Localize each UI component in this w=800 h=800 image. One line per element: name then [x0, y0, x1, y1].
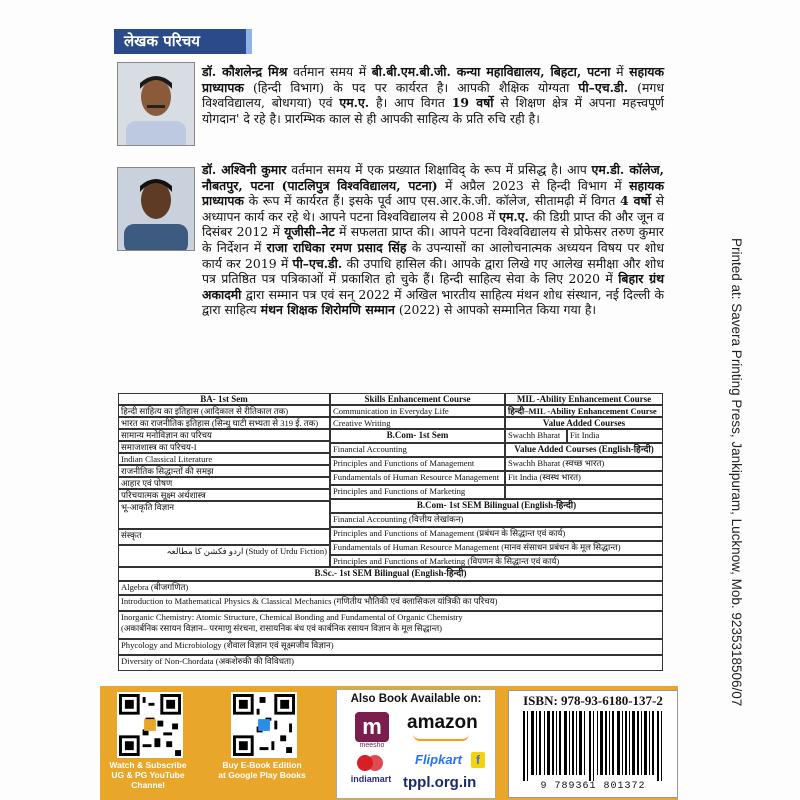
online-stores-panel [336, 689, 496, 799]
bcomb-item: Fundamentals of Human Resource Management (मानव संसाधन प्रबंधन के मूल सिद्धान्त) [330, 541, 663, 555]
bcom-item: Principles and Functions of Management [330, 457, 505, 471]
playbooks-qr-block[interactable] [218, 686, 318, 800]
ba-header: BA- 1st Sem [118, 393, 330, 405]
bcomb-item: Principles and Functions of Management (प्रबंधन के सिद्धान्त एवं कार्य) [330, 527, 663, 541]
mil-header: MIL -Ability Enhancement Course [505, 393, 663, 405]
sec-header: Skills Enhancement Course [330, 393, 505, 405]
vac2-item: Fit India (स्वस्थ भारत) [505, 471, 663, 485]
ba-item: समाजशास्त्र का परिचय-I [118, 441, 330, 453]
ba-item: राजनीतिक सिद्धान्तों की समझ [118, 465, 330, 477]
bcomb-item: Financial Accounting (वित्तीय लेखांकन) [330, 513, 663, 527]
vac2-header: Value Added Courses (English-हिन्दी) [505, 443, 663, 457]
author2-photo [117, 167, 195, 251]
vac-item: Swachh Bharat [505, 429, 567, 443]
playbooks-caption: Buy E-Book Edition at Google Play Books [218, 760, 306, 780]
vac-item: Fit India [567, 429, 663, 443]
tppl-link[interactable]: tppl.org.in [403, 774, 477, 791]
indiamart-icon[interactable] [355, 752, 385, 774]
sec-item: Communication in Everyday Life [330, 405, 505, 417]
ba-item: परिचयात्मक सूक्ष्म अर्थशास्त्र [118, 489, 330, 501]
stores-title: Also Book Available on: [350, 693, 482, 705]
author1-photo [117, 62, 195, 146]
amazon-logo[interactable]: amazon [407, 712, 478, 733]
indiamart-label: indiamart [350, 774, 392, 784]
youtube-qr-block[interactable] [104, 686, 204, 800]
bsc-item: Diversity of Non-Chordata (अकशेरुकी की विविधता) [118, 655, 663, 671]
bsc-item: Introduction to Mathematical Physics & Classical Mechanics (गणितीय भौतिकी एवं क्लासिकल यांत्रिकी का परिचय) [118, 595, 663, 611]
author2-bio-top: डॉ. अश्विनी कुमार वर्तमान समय में एक प्रख्यात शिक्षाविद् के रूप में प्रसिद्ध है। आप एम.डी. कॉलेज, नौबतपुर, पटना (पाटलिपुत्र विश्वविद्यालय, पटना) में अप्रैल 2023 से हिन्दी विभाग में सहायक प्राध्यापक के रूप में कार्यरत हैं। इसके पूर्व आप एस.आर.के.जी. कॉलेज, सीतामढ़ी में विगत 4 वर्षो से अध्यापन कार्य कर रहे थे। आपने पटना विश्वविद्यालय से 2008 में एम.ए. की डिग्री प्राप्त की और जून व दिसंबर 2012 में यूजीसी–नेट में सफलता प्राप्त की। आपने पटना विश्वविद्यालय से प्रोफेसर तरुण कुमार के निर्देशन में राजा राधिका रमण प्रसाद सिंह के उपन्यासों का आलोचनात्मक अध्ययन विषय पर शोध कार्य कर 2019 में पी–एच.डी. की उपाधि हासिल की। आपके द्वारा लिखे गए आलेख समीक्षा और शोध पत्र प्रतिष्ठित पत्र पत्रिकाओं में प्रकाशित हो चुके हैं। हिन्दी साहित्य सेवा के लिए 2020 में बिहार ग्रंथ अकादमी द्वारा सम्मान पत्र एवं सन् 2022 में अखिल भारतीय साहित्य मंथन शोध संस्थान, नई दिल्ली के द्वारा साहित्य मंथन शिक्षक शिरोमणि सम्मान (2022) से आपको सम्मानित किया गया है। [202, 162, 664, 318]
bcomb-header: B.Com- 1st SEM Bilingual (English-हिन्दी) [330, 499, 663, 513]
flipkart-logo[interactable]: Flipkart [415, 752, 462, 767]
ba-item: اردو فکشن کا مطالعہ (Study of Urdu Fiction) [118, 545, 330, 567]
mil-item: हिन्दी–MIL -Ability Enhancement Course [505, 405, 663, 417]
meesho-icon[interactable]: m [355, 712, 389, 742]
bcomb-item: Principles and Functions of Marketing (विपणन के सिद्धान्त एवं कार्य) [330, 555, 663, 567]
section-heading: लेखक परिचय [114, 29, 252, 54]
playbooks-qr-code[interactable] [231, 692, 297, 758]
barcode-icon [521, 711, 665, 781]
flipkart-icon: f [471, 752, 485, 768]
meesho-label: meesho [359, 742, 385, 749]
printer-credit: Printed at: Savera Printing Press, Jankipuram, Lucknow, Mob. 9235318506/07 [729, 238, 744, 707]
bcom-header: B.Com- 1st Sem [330, 429, 505, 443]
ba-item: आहार एवं पोषण [118, 477, 330, 489]
vac2-item: Swachh Bharat (स्वच्छ भारत) [505, 457, 663, 471]
bsc-item: Phycology and Microbiology (शैवाल विज्ञान एवं सूक्ष्मजीव विज्ञान) [118, 639, 663, 655]
bcom-item: Principles and Functions of Marketing [330, 485, 505, 499]
ba-item: संस्कृत [118, 529, 330, 545]
ba-item: हिन्दी साहित्य का इतिहास (आदिकाल से रीतिकाल तक) [118, 405, 330, 417]
bottom-band [100, 686, 678, 800]
bcom-item: Financial Accounting [330, 443, 505, 457]
vac-header: Value Added Courses [505, 417, 663, 429]
syllabus-table [118, 393, 663, 671]
ba-item: भू-आकृति विज्ञान [118, 501, 330, 529]
youtube-qr-code[interactable] [117, 692, 183, 758]
youtube-caption: Watch & Subscribe UG & PG YouTube Channel [109, 760, 187, 790]
ba-item: Indian Classical Literature [118, 453, 330, 465]
barcode-number: 9 789361 801372 [540, 781, 646, 792]
bcom-item: Fundamentals of Human Resource Management [330, 471, 505, 485]
blank-cell [505, 485, 663, 499]
isbn-block [508, 690, 678, 798]
author1-bio: डॉ. कौशलेन्द्र मिश्र वर्तमान समय में बी.बी.एम.बी.जी. कन्या महाविद्यालय, बिहटा, पटना में सहायक प्राध्यापक (हिन्दी विभाग) के पद पर कार्यरत है। आपकी शैक्षिक योग्यता पी–एच.डी. (मगध विश्वविद्यालय, बोधगया) एवं एम.ए. है। आप विगत 19 वर्षो से शिक्षण क्षेत्र में अपना महत्त्वपूर्ण योगदान' दे रहे है। प्रारम्भिक काल से ही आपकी साहित्य के प्रति रुचि रही है। [202, 64, 665, 126]
bsc-item: Algebra (बीजगणित) [118, 581, 663, 595]
sec-item: Creative Writing [330, 417, 505, 429]
ba-item: सामान्य मनोविज्ञान का परिचय [118, 429, 330, 441]
ba-item: भारत का राजनीतिक इतिहास (सिन्धु घाटी सभ्यता से 319 ई. तक) [118, 417, 330, 429]
amazon-smile-icon [413, 734, 469, 741]
isbn-label: ISBN: 978-93-6180-137-2 [523, 693, 663, 708]
bsc-header: B.Sc.- 1st SEM Bilingual (English-हिन्दी) [118, 567, 663, 581]
bsc-item: Inorganic Chemistry: Atomic Structure, Chemical Bonding and Fundamental of Organic Chemistry (अकार्बनिक रसायन विज्ञान– परमाणु संरचना, रासायनिक बंध एवं कार्बनिक रसायन विज्ञान के मूल सिद्धान्त) [118, 611, 663, 639]
